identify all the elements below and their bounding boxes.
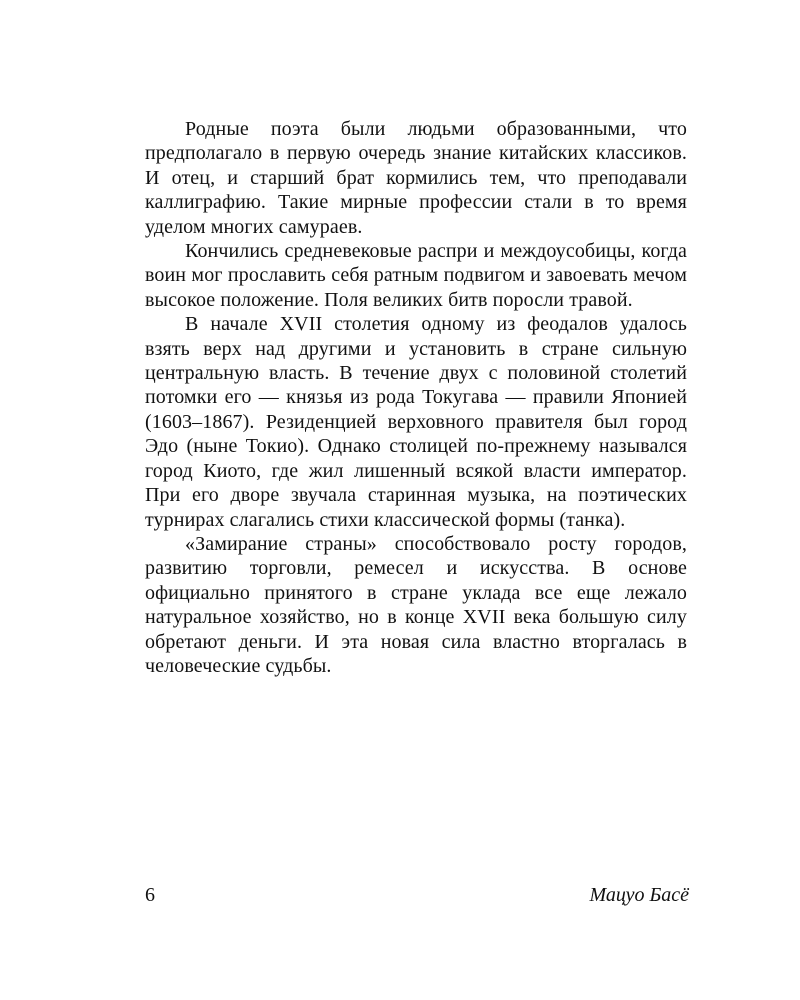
paragraph-4: «Замирание страны» способствовало росту городов, развитию торговли, ремесел и искусства. В основе официально принятого в стране уклада все еще лежало натуральное хозяйство, но в конце XVII века большую силу обретают деньги. И эта новая сила властно вторгалась в человеческие судьбы. <box>145 532 687 677</box>
running-title: Мацуо Басё <box>589 884 689 906</box>
paragraph-1: Родные поэта были людьми образованными, что предполагало в первую очередь знание китайских классиков. И отец, и старший брат кормились тем, что преподавали каллиграфию. Такие мирные профессии стали в то время уделом многих самураев. <box>145 118 687 238</box>
page-number: 6 <box>145 884 155 906</box>
body-text <box>145 117 687 678</box>
paragraph-2: Кончились средневековые распри и междоусобицы, когда воин мог прославить себя ратным подвигом и завоевать мечом высокое положение. Поля великих битв поросли травой. <box>145 240 687 311</box>
page-footer <box>145 884 689 910</box>
paragraph-3: В начале XVII столетия одному из феодалов удалось взять верх над другими и установить в стране сильную центральную власть. В течение двух с половиной столетий потомки его — князья из рода Токугава — правили Японией (1603–1867). Резиденцией верховного правителя был город Эдо (ныне Токио). Однако столицей по-прежнему назывался город Киото, где жил лишенный всякой власти император. При его дворе звучала старинная музыка, на поэтических турнирах слагались стихи классической формы (танка). <box>145 313 687 531</box>
